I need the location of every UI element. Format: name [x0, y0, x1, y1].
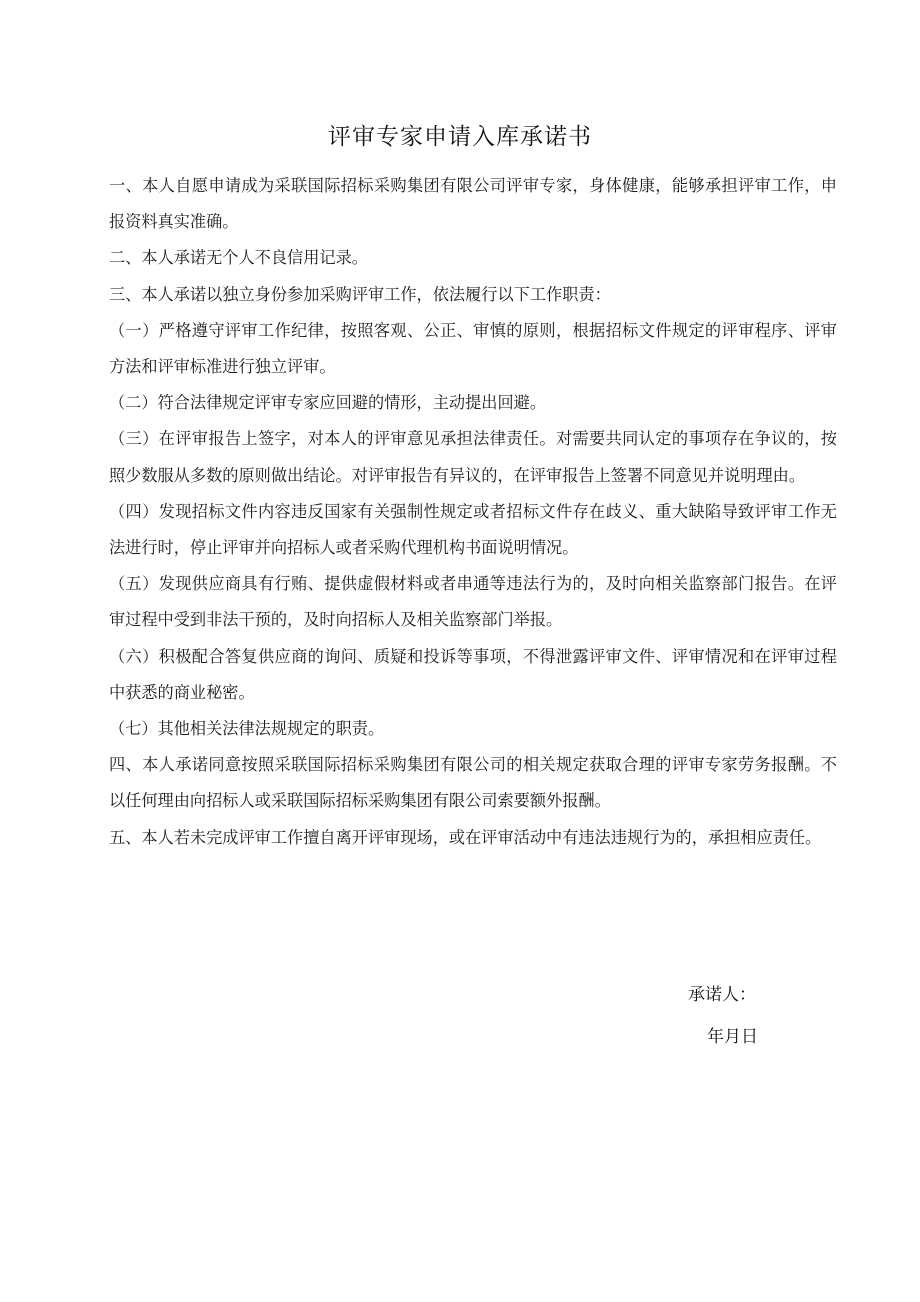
document-title: 评审专家申请入库承诺书: [328, 124, 592, 150]
paragraph-3-3: （三）在评审报告上签字，对本人的评审意见承担法律责任。对需要共同认定的事项存在争议的，按照少数服从多数的原则做出结论。对评审报告有异议的，在评审报告上签署不同意见并说明理由。: [109, 429, 837, 485]
paragraph-4: 四、本人承诺同意按照采联国际招标采购集团有限公司的相关规定获取合理的评审专家劳务报酬。不以任何理由向招标人或采联国际招标采购集团有限公司索要额外报酬。: [109, 755, 837, 811]
paragraph-2: 二、本人承诺无个人不良信用记录。: [109, 248, 368, 268]
paragraph-3-1: （一）严格遵守评审工作纪律，按照客观、公正、审慎的原则，根据招标文件规定的评审程序、评审方法和评审标准进行独立评审。: [109, 320, 837, 377]
paragraph-3-7: （七）其他相关法律法规规定的职责。: [109, 719, 385, 739]
document-body: [109, 168, 837, 856]
date-label: 年月日: [707, 1027, 758, 1047]
paragraph-1: 一、本人自愿申请成为采联国际招标采购集团有限公司评审专家，身体健康，能够承担评审工作，申报资料真实准确。: [109, 176, 837, 232]
paragraph-3-6: （六）积极配合答复供应商的询问、质疑和投诉等事项，不得泄露评审文件、评审情况和在评审过程中获悉的商业秘密。: [109, 646, 837, 702]
paragraph-3-2: （二）符合法律规定评审专家应回避的情形，主动提出回避。: [109, 393, 547, 413]
paragraph-3-5: （五）发现供应商具有行贿、提供虚假材料或者串通等违法行为的，及时向相关监察部门报告。在评审过程中受到非法干预的，及时向招标人及相关监察部门举报。: [109, 574, 837, 630]
paragraph-5: 五、本人若未完成评审工作擅自离开评审现场，或在评审活动中有违法违规行为的，承担相应责任。: [109, 827, 822, 847]
paragraph-3: 三、本人承诺以独立身份参加采购评审工作，依法履行以下工作职责：: [109, 284, 611, 304]
signature-label: 承诺人：: [688, 985, 756, 1005]
paragraph-3-4: （四）发现招标文件内容违反国家有关强制性规定或者招标文件存在歧义、重大缺陷导致评审工作无法进行时，停止评审并向招标人或者采购代理机构书面说明情况。: [109, 501, 837, 558]
